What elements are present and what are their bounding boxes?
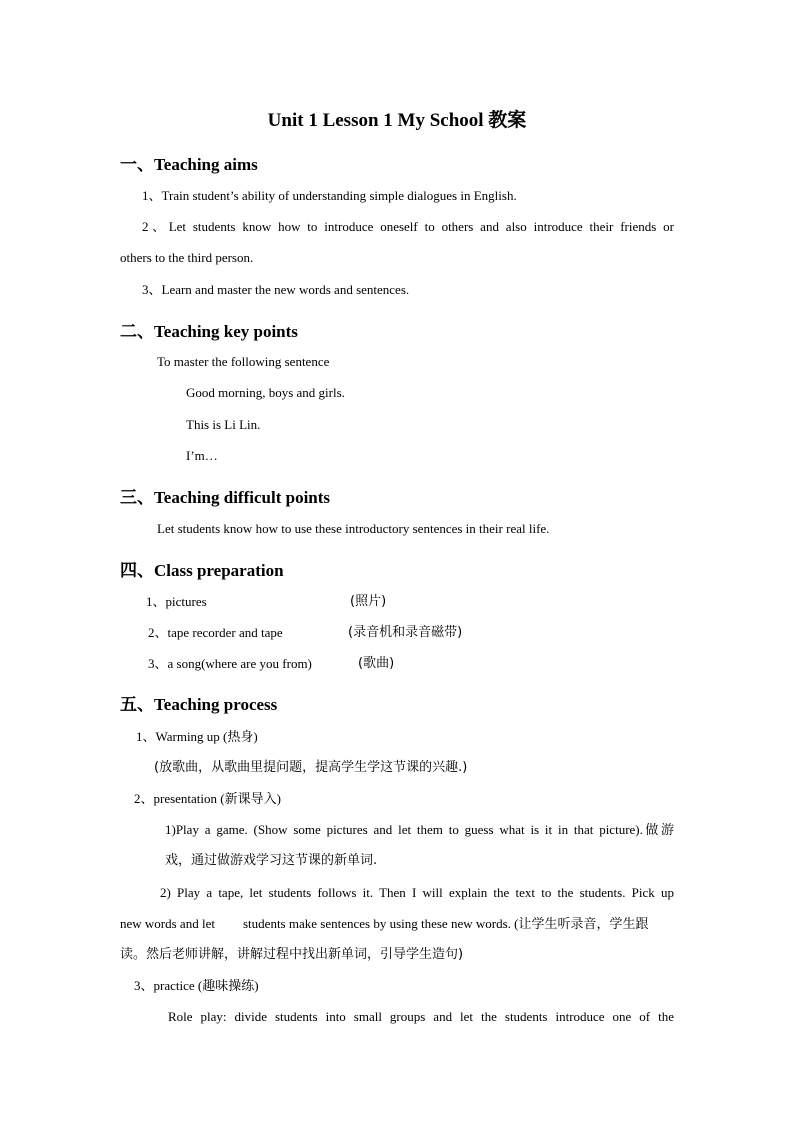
practice-role-play: Role play: divide students into small groups and let the students introduce one of the	[168, 1009, 674, 1024]
process-presentation: 2、presentation (新课导入)	[134, 791, 281, 806]
section-heading-aims: 一、Teaching aims	[120, 155, 258, 174]
prep-note-2: (录音机和录音磁带)	[348, 625, 463, 640]
presentation-step-2-line-2b: students make sentences by using these new words. (让学生听录音，学生跟	[243, 916, 649, 931]
section-heading-key-points: 二、Teaching key points	[120, 322, 298, 341]
key-sentence-3: I’m…	[186, 448, 218, 463]
prep-item-1: 1、pictures	[146, 594, 207, 609]
prep-item-2: 2、tape recorder and tape	[148, 625, 283, 640]
prep-item-3: 3、a song(where are you from)	[148, 656, 312, 671]
presentation-step-2-line-2a: new words and let	[120, 916, 215, 931]
presentation-step-2-line-1: 2) Play a tape, let students follows it. Then I will explain the text to the students. Pick up	[160, 885, 674, 900]
presentation-step-2-line-3: 读。然后老师讲解，讲解过程中找出新单词，引导学生造句)	[120, 947, 464, 962]
difficult-points-text: Let students know how to use these introductory sentences in their real life.	[157, 521, 550, 536]
aim-item-2: 2、Let students know how to introduce oneself to others and also introduce their friends or	[142, 219, 674, 234]
prep-note-3: (歌曲)	[358, 656, 395, 671]
key-points-intro: To master the following sentence	[157, 354, 330, 369]
page-title: Unit 1 Lesson 1 My School 教案	[267, 110, 527, 131]
prep-note-1: (照片)	[350, 594, 387, 609]
process-practice: 3、practice (趣味操练)	[134, 978, 259, 993]
aim-item-3: 3、Learn and master the new words and sentences.	[142, 282, 410, 297]
aim-item-2-cont: others to the third person.	[120, 250, 254, 265]
process-warming-note: (放歌曲，从歌曲里提问题，提高学生学这节课的兴趣.)	[154, 760, 468, 775]
presentation-step-1-line-2: 戏，通过做游戏学习这节课的新单词.	[165, 853, 378, 868]
presentation-step-1-line-1: 1)Play a game. (Show some pictures and let them to guess what is it in that picture).做游	[165, 822, 674, 837]
key-sentence-1: Good morning, boys and girls.	[186, 385, 345, 400]
section-heading-difficult-points: 三、Teaching difficult points	[120, 488, 331, 507]
section-heading-teaching-process: 五、Teaching process	[120, 695, 278, 714]
section-heading-class-preparation: 四、Class preparation	[120, 561, 284, 580]
aim-item-1: 1、Train student’s ability of understanding simple dialogues in English.	[142, 188, 517, 203]
key-sentence-2: This is Li Lin.	[186, 417, 261, 432]
process-warming-up: 1、Warming up (热身)	[136, 729, 258, 744]
